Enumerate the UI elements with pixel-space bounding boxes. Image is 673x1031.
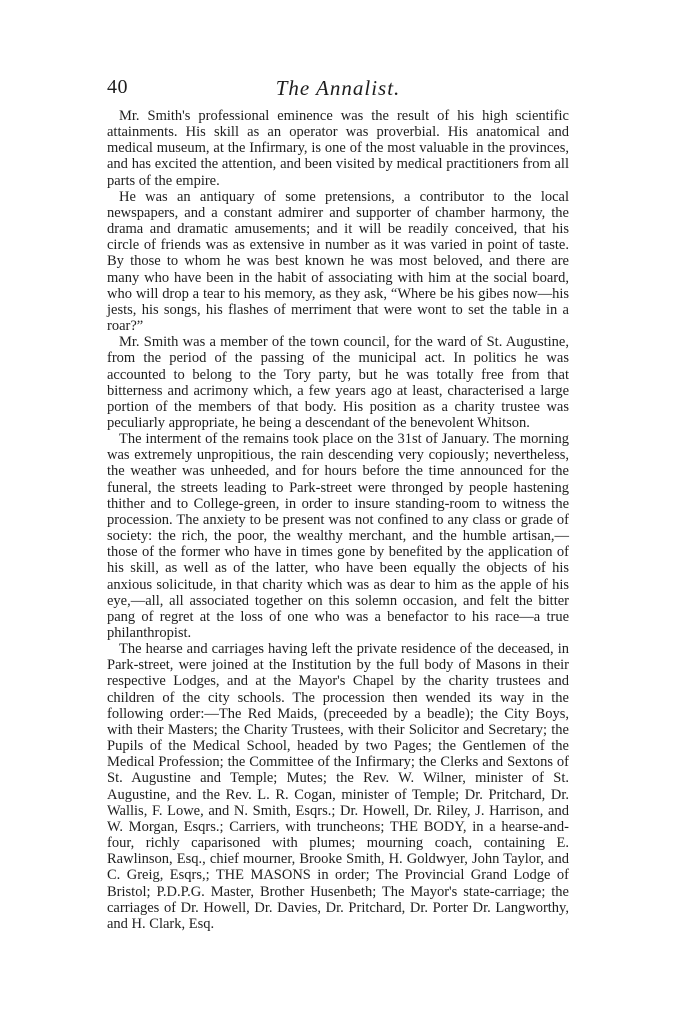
paragraph: Mr. Smith was a member of the town council, for the ward of St. Augustine, from the period of the passing of the municipal act. In politics he was accounted to belong to the Tory party, but he was totally free from that bitterness and acrimony which, a few years ago at least, characterised a large portion of the members of that body. His position as a charity trustee was peculiarly appropriate, he being a descendant of the benevolent Whitson.: [107, 334, 569, 431]
running-title: The Annalist.: [275, 76, 401, 100]
body-text: [107, 108, 569, 932]
page-header: [107, 76, 569, 102]
paragraph: He was an antiquary of some pretensions, a contributor to the local newspapers, and a constant admirer and supporter of chamber harmony, the drama and dramatic amusements; and it will be readily conceived, that his circle of friends was as extensive in number as it was varied in point of taste. By those to whom he was best known he was most beloved, and there are many who have been in the habit of associating with him at the social board, who will drop a tear to his memory, as they ask, “Where be his gibes now—his jests, his songs, his flashes of merriment that were wont to set the table in a roar?”: [107, 188, 569, 335]
paragraph: Mr. Smith's professional eminence was the result of his high scientific attainments. His skill as an operator was proverbial. His anatomical and medical museum, at the Infirmary, is one of the most valuable in the provinces, and has excited the attention, and been visited by medical practitioners from all parts of the empire.: [107, 108, 569, 189]
page-number: 40: [107, 76, 128, 98]
paragraph: The interment of the remains took place on the 31st of January. The morning was extremely unpropitious, the rain descending very copiously; nevertheless, the weather was unheeded, and for hours before the time announced for the funeral, the streets leading to Park-street were thronged by people hastening thither and to College-green, in order to insure standing-room to witness the procession. The anxiety to be present was not confined to any class or grade of society: the rich, the poor, the wealthy merchant, and the humble artisan,—those of the former who have in times gone by benefited by the application of his skill, as well as of the latter, who have been equally the objects of his anxious solicitude, in that charity which was as dear to him as the apple of his eye,—all, all associated together on this solemn occasion, and felt the bitter pang of regret at the loss of one who was a benefactor to his race—a true philanthropist.: [107, 431, 569, 641]
book-page: [107, 76, 569, 932]
paragraph: The hearse and carriages having left the private residence of the deceased, in Park-street, were joined at the Institution by the full body of Masons in their respective Lodges, and at the Mayor's Chapel by the charity trustees and children of the city schools. The procession then wended its way in the following order:—The Red Maids, (preceeded by a beadle); the City Boys, with their Masters; the Charity Trustees, with their Solicitor and Secretary; the Pupils of the Medical School, headed by two Pages; the Gentlemen of the Medical Profession; the Committee of the Infirmary; the Clerks and Sextons of St. Augustine and Temple; Mutes; the Rev. W. Wilner, minister of St. Augustine, and the Rev. L. R. Cogan, minister of Temple; Dr. Pritchard, Dr. Wallis, F. Lowe, and N. Smith, Esqrs.; Dr. Howell, Dr. Riley, J. Harrison, and W. Morgan, Esqrs.; Carriers, with truncheons; THE BODY, in a hearse-and-four, richly caparisoned with plumes; mourning coach, containing E. Rawlinson, Esq., chief mourner, Brooke Smith, H. Goldwyer, John Taylor, and C. Greig, Esqrs,; THE MASONS in order; The Provincial Grand Lodge of Bristol; P.D.P.G. Master, Brother Husenbeth; The Mayor's state-carriage; the carriages of Dr. Howell, Dr. Davies, Dr. Pritchard, Dr. Porter Dr. Langworthy, and H. Clark, Esq.: [107, 641, 569, 932]
